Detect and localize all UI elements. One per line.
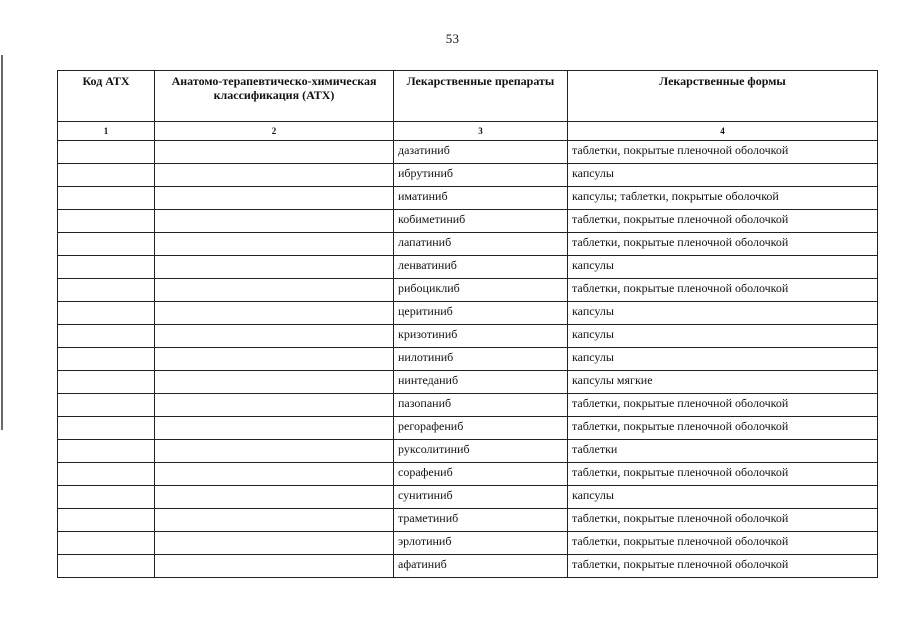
cell-dosage-form: таблетки, покрытые пленочной оболочкой [568,279,878,302]
cell-drug-name: кризотиниб [394,325,568,348]
table-row [58,348,878,371]
cell-atc-code [58,348,155,371]
cell-atc-code [58,187,155,210]
cell-drug-name: церитиниб [394,302,568,325]
column-number: 3 [394,122,568,141]
cell-atc-code [58,141,155,164]
column-number: 4 [568,122,878,141]
cell-dosage-form: капсулы; таблетки, покрытые оболочкой [568,187,878,210]
cell-atc-code [58,417,155,440]
cell-atc-classification [155,233,394,256]
cell-drug-name: кобиметиниб [394,210,568,233]
cell-atc-classification [155,164,394,187]
header-atc-classification: Анатомо-терапевтическо-химическая классификация (АТХ) [155,71,394,122]
cell-drug-name: сунитиниб [394,486,568,509]
cell-atc-classification [155,440,394,463]
cell-drug-name: эрлотиниб [394,532,568,555]
cell-atc-classification [155,279,394,302]
table-row [58,233,878,256]
table-row [58,555,878,578]
cell-atc-code [58,325,155,348]
cell-dosage-form: капсулы [568,164,878,187]
cell-drug-name: нинтеданиб [394,371,568,394]
table-row [58,371,878,394]
cell-atc-classification [155,302,394,325]
cell-drug-name: пазопаниб [394,394,568,417]
header-atc-code: Код АТХ [58,71,155,122]
cell-dosage-form: таблетки, покрытые пленочной оболочкой [568,141,878,164]
table-row [58,532,878,555]
cell-atc-classification [155,141,394,164]
cell-drug-name: ленватиниб [394,256,568,279]
table-row [58,417,878,440]
table-row [58,394,878,417]
cell-drug-name: руксолитиниб [394,440,568,463]
cell-drug-name: иматиниб [394,187,568,210]
table-row [58,509,878,532]
table-row [58,302,878,325]
table-row [58,279,878,302]
cell-drug-name: траметиниб [394,509,568,532]
cell-dosage-form: таблетки, покрытые пленочной оболочкой [568,394,878,417]
header-dosage-forms: Лекарственные формы [568,71,878,122]
cell-atc-classification [155,417,394,440]
cell-atc-code [58,555,155,578]
column-number: 1 [58,122,155,141]
cell-drug-name: ибрутиниб [394,164,568,187]
cell-atc-code [58,279,155,302]
cell-atc-code [58,509,155,532]
cell-dosage-form: таблетки, покрытые пленочной оболочкой [568,233,878,256]
scan-edge-line [1,55,3,430]
cell-atc-classification [155,187,394,210]
cell-atc-classification [155,486,394,509]
table-row [58,210,878,233]
cell-dosage-form: капсулы мягкие [568,371,878,394]
cell-dosage-form: таблетки [568,440,878,463]
cell-drug-name: афатиниб [394,555,568,578]
cell-drug-name: регорафениб [394,417,568,440]
cell-dosage-form: капсулы [568,325,878,348]
table-row [58,187,878,210]
cell-atc-code [58,463,155,486]
cell-atc-code [58,302,155,325]
table-row [58,141,878,164]
drug-table [57,70,878,578]
cell-atc-classification [155,532,394,555]
cell-atc-classification [155,325,394,348]
cell-atc-classification [155,371,394,394]
cell-dosage-form: таблетки, покрытые пленочной оболочкой [568,555,878,578]
cell-atc-code [58,486,155,509]
header-drugs: Лекарственные препараты [394,71,568,122]
table-row [58,164,878,187]
header-row [58,71,878,122]
column-number-row [58,122,878,141]
column-number: 2 [155,122,394,141]
table-row [58,440,878,463]
page-number: 53 [445,31,460,46]
cell-drug-name: сорафениб [394,463,568,486]
cell-drug-name: дазатиниб [394,141,568,164]
cell-atc-code [58,394,155,417]
cell-atc-code [58,371,155,394]
cell-atc-classification [155,348,394,371]
table-row [58,256,878,279]
cell-atc-classification [155,394,394,417]
cell-atc-classification [155,463,394,486]
cell-drug-name: рибоциклиб [394,279,568,302]
cell-atc-code [58,532,155,555]
cell-atc-code [58,233,155,256]
cell-atc-code [58,440,155,463]
cell-atc-classification [155,555,394,578]
cell-atc-code [58,210,155,233]
cell-dosage-form: капсулы [568,486,878,509]
cell-dosage-form: капсулы [568,256,878,279]
cell-atc-classification [155,210,394,233]
cell-dosage-form: таблетки, покрытые пленочной оболочкой [568,210,878,233]
cell-dosage-form: капсулы [568,302,878,325]
cell-drug-name: лапатиниб [394,233,568,256]
cell-dosage-form: таблетки, покрытые пленочной оболочкой [568,417,878,440]
cell-atc-classification [155,509,394,532]
cell-dosage-form: капсулы [568,348,878,371]
cell-dosage-form: таблетки, покрытые пленочной оболочкой [568,463,878,486]
table-row [58,486,878,509]
cell-dosage-form: таблетки, покрытые пленочной оболочкой [568,532,878,555]
cell-atc-code [58,164,155,187]
table-row [58,325,878,348]
table-body [58,141,878,578]
cell-atc-code [58,256,155,279]
cell-atc-classification [155,256,394,279]
cell-dosage-form: таблетки, покрытые пленочной оболочкой [568,509,878,532]
cell-drug-name: нилотиниб [394,348,568,371]
table-row [58,463,878,486]
